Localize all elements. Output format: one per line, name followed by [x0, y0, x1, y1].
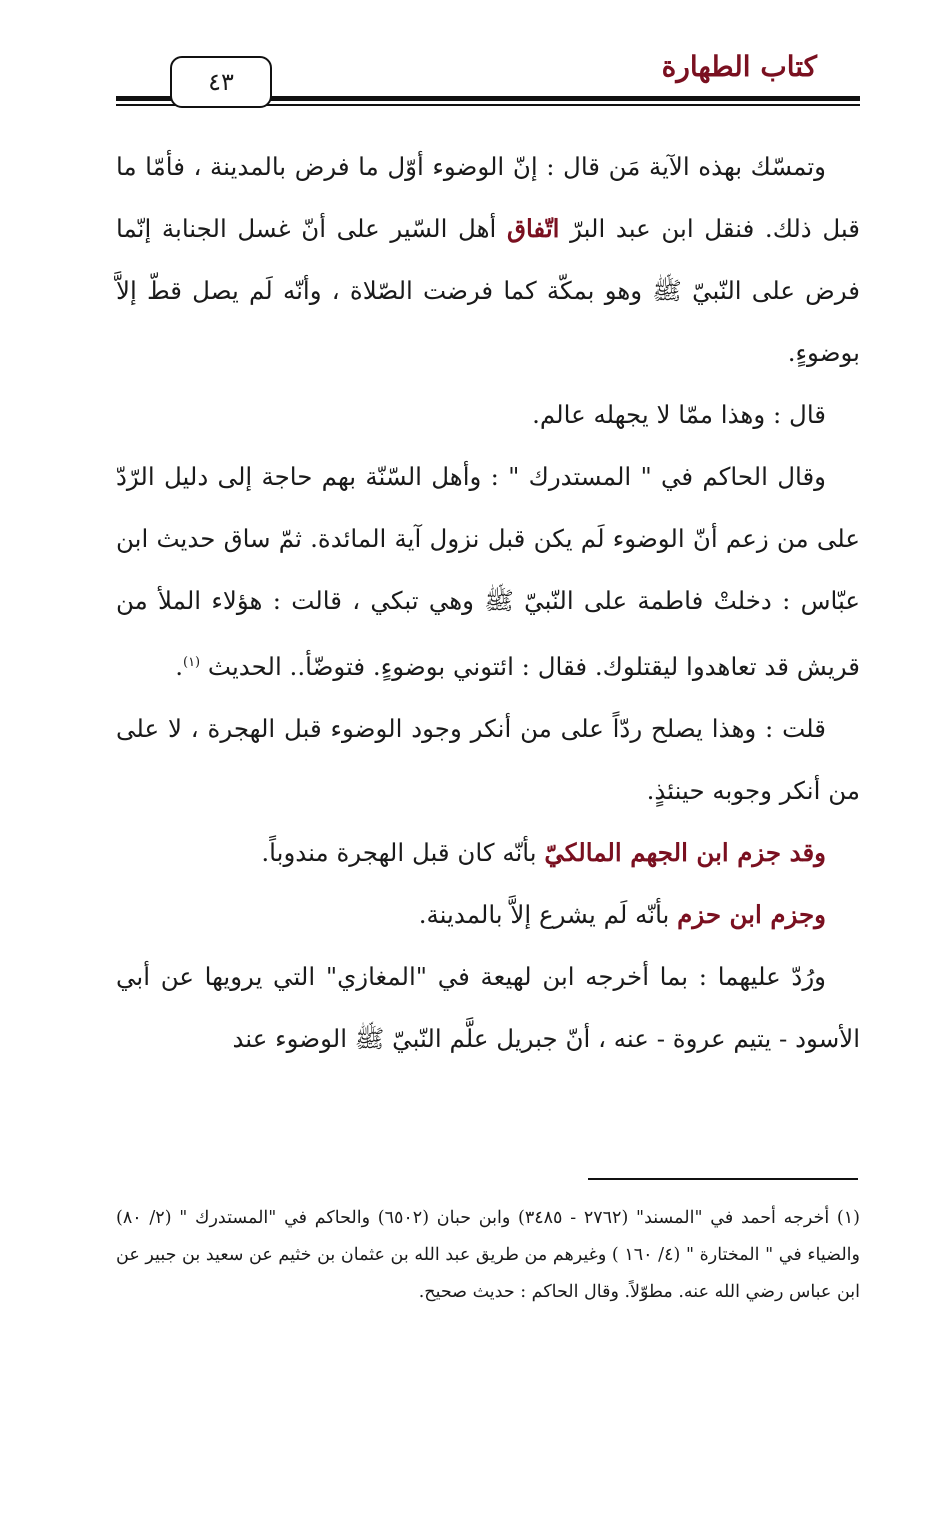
highlight-term: اتّفاق	[506, 214, 560, 243]
highlight-term: وقد جزم ابن الجهم المالكيّ	[544, 838, 826, 868]
paragraph-5	[116, 822, 860, 884]
paragraph-6	[116, 884, 860, 946]
paragraph-1-text-a: وتمسّك بهذه الآية مَن قال : إنّ الوضوء أوّل ما فرض بالمدينة ، فأمّا ما قبل ذلك. فنقل ابن عبد البرّ	[116, 152, 860, 243]
footnote-ref[interactable]: (١)	[182, 655, 201, 670]
footnote-1: (١) أخرجه أحمد في "المسند" (٢٧٦٢ - ٣٤٨٥) وابن حبان (٦٥٠٢) والحاكم في "المستدرك " (٢/ ٨٠) والضياء في " المختارة " (٤/ ١٦٠ ) وغيرهم من طريق عبد الله بن عثمان بن خثيم عن سعيد بن جبير عن ابن عباس رضي الله عنه. مطوّلاً. وقال الحاكم : حديث صحيح.	[116, 1208, 860, 1302]
highlight-term: وجزم ابن حزم	[677, 900, 826, 930]
paragraph-3-text: وقال الحاكم في " المستدرك " : وأهل السّنّة بهم حاجة إلى دليل الرّدّ على من زعم أنّ الوضوء لَم يكن قبل نزول آية المائدة. ثمّ ساق حديث ابن عبّاس : دخلتْ فاطمة على النّبيّ ﷺ وهي تبكي ، قالت : هؤلاء الملأ من قريش قد تعاهدوا ليقتلوك. فقال : ائتوني بوضوءٍ. فتوضّأ.. الحديث	[116, 462, 860, 682]
paragraph-3	[116, 446, 860, 698]
paragraph-2: قال : وهذا ممّا لا يجهله عالم.	[532, 400, 826, 429]
footnotes	[116, 1200, 860, 1311]
footnote-divider	[588, 1178, 858, 1180]
paragraph-6-text: بأنّه لَم يشرع إلاَّ بالمدينة.	[418, 900, 678, 930]
page-title: كتاب الطهارة	[661, 50, 817, 83]
paragraph-4: قلت : وهذا يصلح ردّاً على من أنكر وجود الوضوء قبل الهجرة ، لا على من أنكر وجوبه حينئذٍ.	[116, 714, 860, 806]
paragraph-3-end: .	[175, 652, 183, 682]
paragraph-1	[116, 136, 860, 384]
page-number: ٤٣	[170, 56, 272, 108]
paragraph-7: ورُدّ عليهما : بما أخرجه ابن لهيعة في "المغازي" التي يرويها عن أبي الأسود - يتيم عروة - عنه ، أنّ جبريل علَّم النّبيّ ﷺ الوضوء عند	[116, 962, 860, 1054]
main-text	[116, 136, 860, 1070]
paragraph-5-text: بأنّه كان قبل الهجرة مندوباً.	[261, 838, 545, 868]
paragraph-1-text-b: أهل السّير على أنّ غسل الجنابة إنّما فرض على النّبيّ ﷺ وهو بمكّة كما فرضت الصّلاة ، وأنّه لَم يصل قطّ إلاَّ بوضوءٍ.	[116, 214, 860, 367]
